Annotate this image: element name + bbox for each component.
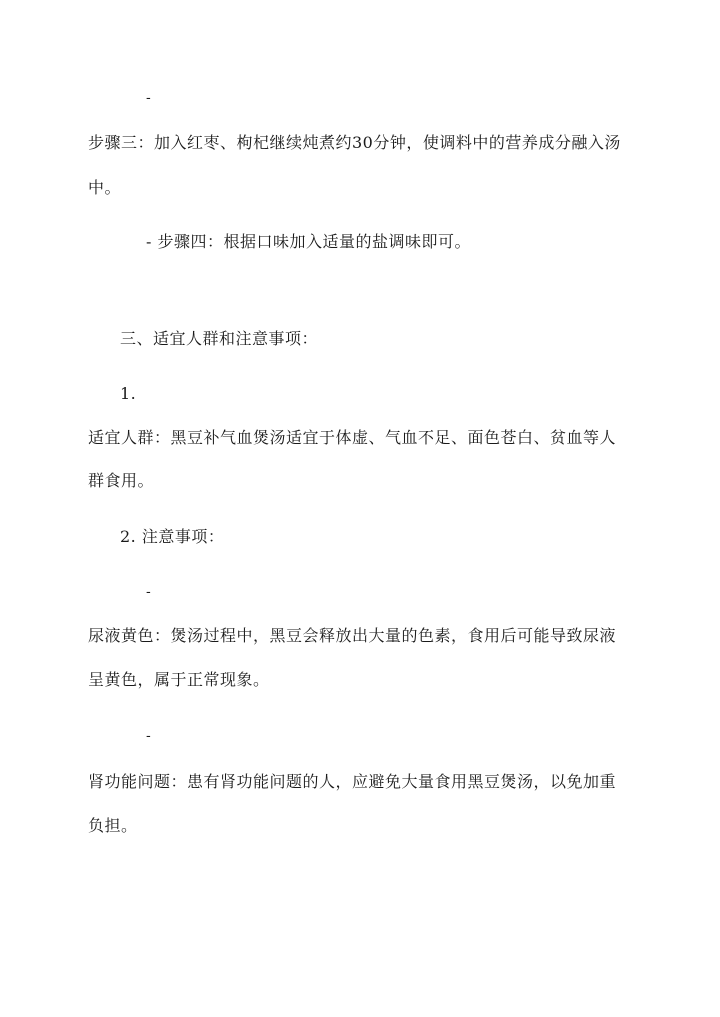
step4-text: - 步骤四：根据口味加入适量的盐调味即可。 (146, 232, 471, 251)
item1-text-line1: 适宜人群：黑豆补气血煲汤适宜于体虚、气血不足、面色苍白、贫血等人 (88, 428, 617, 447)
item2-heading: 2. 注意事项： (120, 527, 225, 546)
note2-text-line1: 肾功能问题：患有肾功能问题的人，应避免大量食用黑豆煲汤，以免加重 (88, 772, 617, 791)
note1-text-line1: 尿液黄色：煲汤过程中，黑豆会释放出大量的色素，食用后可能导致尿液 (88, 626, 617, 645)
section3-heading: 三、适宜人群和注意事项： (120, 329, 319, 348)
step3-text-line1: 步骤三：加入红枣、枸杞继续炖煮约30分钟，使调料中的营养成分融入汤 (88, 133, 621, 152)
note2-text-line2: 负担。 (88, 816, 138, 835)
item1-number: 1. (120, 384, 137, 403)
note1-text-line2: 呈黄色，属于正常现象。 (88, 670, 270, 689)
list-dash: - (146, 90, 152, 106)
list-dash: - (146, 728, 152, 744)
list-dash: - (146, 584, 152, 600)
step3-text-line2: 中。 (88, 178, 122, 197)
item1-text-line2: 群食用。 (88, 471, 155, 490)
